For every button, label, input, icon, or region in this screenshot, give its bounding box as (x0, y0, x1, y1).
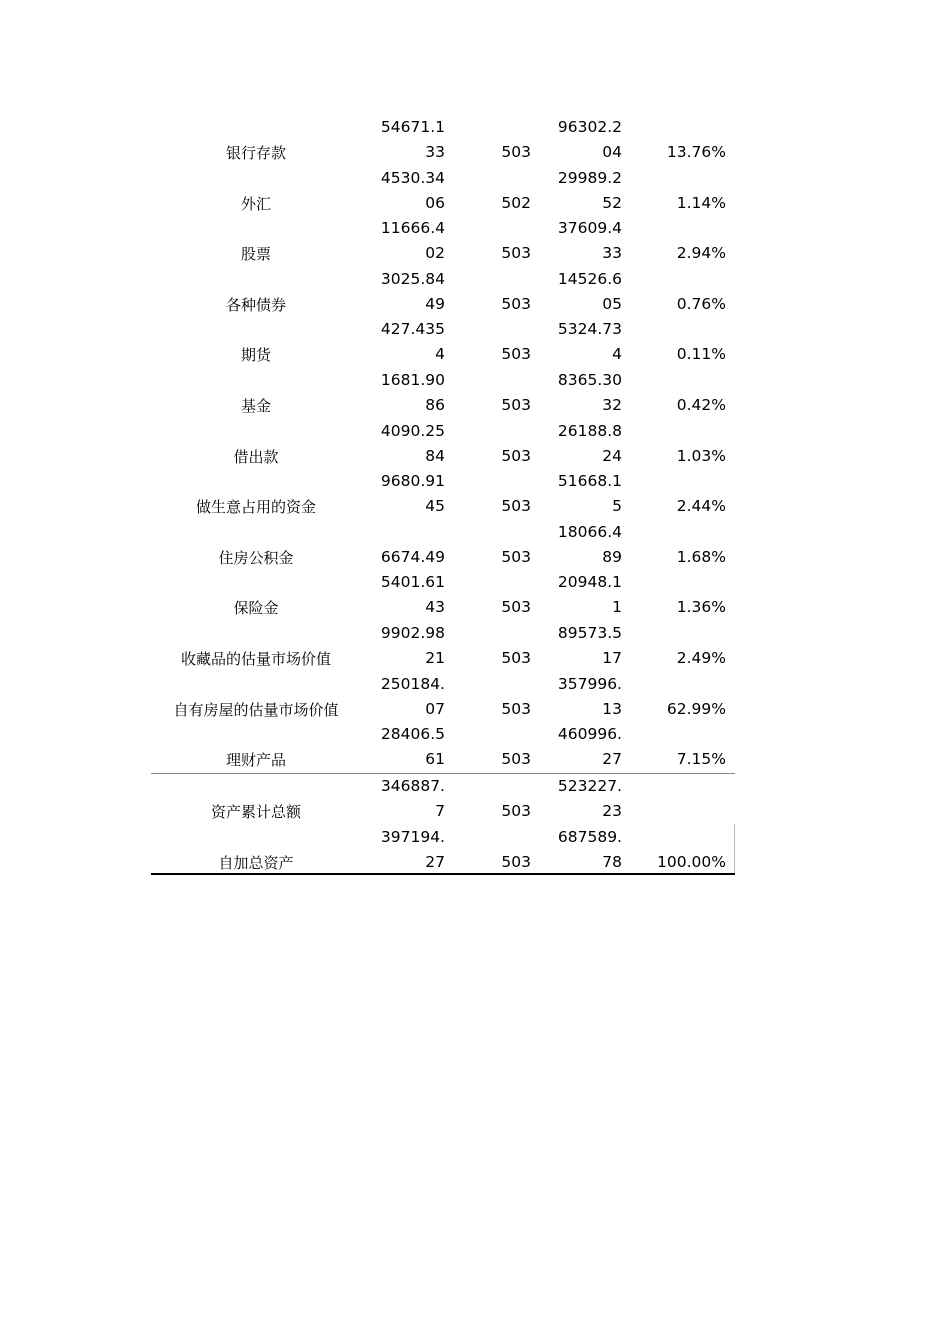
mean-value-line2: 02 (425, 244, 445, 263)
std-dev-value (539, 825, 622, 876)
std-dev-value (539, 774, 622, 825)
row-label: 做生意占用的资金 (195, 498, 316, 517)
table-row (151, 368, 735, 419)
table-row (151, 722, 735, 773)
sample-size: 503 (501, 547, 531, 566)
mean-value-line1: 3025.84 (380, 269, 445, 288)
mean-value-line2: 49 (425, 294, 445, 313)
std-dev-line1: 37609.4 (557, 219, 622, 238)
mean-value-line2: 45 (425, 497, 445, 516)
sample-size: 503 (501, 802, 531, 820)
table-row (151, 570, 735, 621)
std-dev-line2: 1 (612, 598, 622, 617)
mean-value-line1: 28406.5 (380, 725, 445, 744)
std-dev-value (539, 216, 622, 267)
sample-size: 503 (501, 750, 531, 769)
std-dev-line2: 4 (612, 345, 622, 364)
sample-size: 503 (501, 143, 531, 161)
share-percent (631, 774, 726, 825)
sample-size: 503 (501, 345, 531, 364)
std-dev-value (539, 722, 622, 773)
table-body (151, 115, 735, 773)
table-bottom-rule (151, 873, 735, 875)
row-label: 各种债券 (225, 295, 286, 314)
row-label: 股票 (240, 245, 271, 264)
row-label: 银行存款 (225, 144, 286, 162)
share-percent: 1.14% (676, 193, 726, 212)
mean-value (361, 317, 445, 368)
std-dev-line1: 5324.73 (557, 320, 622, 339)
share-percent: 13.76% (666, 143, 726, 161)
mean-value-line2: 4 (435, 345, 445, 364)
mean-value (361, 774, 445, 825)
std-dev-value (539, 419, 622, 470)
std-dev-value (539, 570, 622, 621)
std-dev-line1: 20948.1 (557, 573, 622, 592)
share-percent: 1.68% (676, 547, 726, 566)
std-dev-line2: 52 (602, 193, 622, 212)
row-label: 基金 (240, 396, 271, 415)
std-dev-line1: 26188.8 (557, 421, 622, 440)
mean-value (361, 825, 445, 876)
mean-value (361, 216, 445, 267)
mean-value (361, 570, 445, 621)
std-dev-line1: 687589. (557, 827, 622, 846)
row-label: 理财产品 (225, 751, 286, 770)
sample-size: 503 (501, 598, 531, 617)
std-dev-value (539, 672, 622, 723)
table-row (151, 469, 735, 520)
std-dev-line2: 27 (602, 750, 622, 769)
mean-value-line1: 397194. (380, 827, 445, 846)
share-percent: 2.94% (676, 244, 726, 263)
std-dev-line1: 18066.4 (557, 522, 622, 541)
mean-value-line2: 61 (425, 750, 445, 769)
mean-value (361, 267, 445, 318)
mean-value (361, 722, 445, 773)
mean-value (361, 672, 445, 723)
table-row (151, 774, 735, 825)
table-row (151, 166, 735, 217)
row-label: 外汇 (240, 194, 271, 213)
std-dev-line2: 05 (602, 294, 622, 313)
mean-value (361, 469, 445, 520)
mean-value-line2: 86 (425, 395, 445, 414)
mean-value (361, 419, 445, 470)
sample-size: 503 (501, 852, 531, 871)
std-dev-line2: 13 (602, 699, 622, 718)
sample-size: 503 (501, 446, 531, 465)
table-row (151, 672, 735, 723)
std-dev-line2: 24 (602, 446, 622, 465)
share-percent: 1.03% (676, 446, 726, 465)
mean-value-line1: 4530.34 (380, 168, 445, 187)
sample-size: 502 (501, 193, 531, 212)
mean-value (361, 621, 445, 672)
row-label: 住房公积金 (218, 548, 294, 567)
table-row (151, 267, 735, 318)
mean-value-line2: 27 (425, 852, 445, 871)
table-row (151, 520, 735, 571)
mean-value (361, 115, 445, 166)
std-dev-line2: 89 (602, 547, 622, 566)
row-label: 期货 (240, 346, 271, 365)
sample-size: 503 (501, 648, 531, 667)
mean-value-line1: 346887. (380, 777, 445, 795)
std-dev-value (539, 469, 622, 520)
std-dev-line1: 89573.5 (557, 623, 622, 642)
row-label: 自有房屋的估量市场价值 (173, 700, 339, 719)
share-percent: 0.76% (676, 294, 726, 313)
share-percent: 1.36% (676, 598, 726, 617)
table-totals (151, 774, 735, 875)
sample-size: 503 (501, 244, 531, 263)
row-label: 保险金 (233, 599, 279, 618)
mean-value (361, 520, 445, 571)
mean-value-line1: 11666.4 (380, 219, 445, 238)
mean-value-line1: 250184. (380, 674, 445, 693)
mean-value-line2: 06 (425, 193, 445, 212)
std-dev-value (539, 520, 622, 571)
std-dev-line2: 32 (602, 395, 622, 414)
mean-value-line2: 33 (425, 143, 445, 161)
mean-value-line1: 1681.90 (380, 370, 445, 389)
share-percent: 7.15% (676, 750, 726, 769)
mean-value-line1: 9902.98 (380, 623, 445, 642)
mean-value-line2: 7 (435, 802, 445, 820)
std-dev-line1: 357996. (557, 674, 622, 693)
std-dev-line1: 14526.6 (557, 269, 622, 288)
std-dev-line2: 5 (612, 497, 622, 516)
mean-value-line1 (361, 520, 445, 545)
mean-value-line1: 4090.25 (380, 421, 445, 440)
table-row (151, 115, 735, 166)
share-percent: 2.49% (676, 648, 726, 667)
std-dev-line2: 17 (602, 648, 622, 667)
table-row (151, 621, 735, 672)
row-label: 借出款 (233, 447, 279, 466)
row-label: 自加总资产 (218, 853, 294, 872)
mean-value-line2: 84 (425, 446, 445, 465)
mean-value-line2: 21 (425, 648, 445, 667)
sample-size: 503 (501, 294, 531, 313)
sample-size: 503 (501, 395, 531, 414)
table-row (151, 419, 735, 470)
right-border (734, 824, 735, 873)
row-label: 收藏品的估量市场价值 (180, 649, 331, 668)
mean-value-line1: 5401.61 (380, 573, 445, 592)
std-dev-line1: 96302.2 (557, 118, 622, 136)
sample-size: 503 (501, 497, 531, 516)
std-dev-line1: 8365.30 (557, 370, 622, 389)
mean-value-line2: 6674.49 (380, 547, 445, 566)
share-percent: 100.00% (657, 852, 726, 871)
mean-value-line2: 43 (425, 598, 445, 617)
std-dev-value (539, 317, 622, 368)
std-dev-line1: 51668.1 (557, 472, 622, 491)
row-label: 资产累计总额 (210, 803, 301, 821)
std-dev-value (539, 115, 622, 166)
share-percent: 2.44% (676, 497, 726, 516)
std-dev-value (539, 368, 622, 419)
std-dev-line2: 23 (602, 802, 622, 820)
std-dev-line1: 523227. (557, 777, 622, 795)
table-row (151, 317, 735, 368)
std-dev-value (539, 166, 622, 217)
share-percent: 0.11% (676, 345, 726, 364)
table-row (151, 216, 735, 267)
std-dev-line2: 04 (602, 143, 622, 161)
mean-value (361, 368, 445, 419)
share-percent: 62.99% (666, 699, 726, 718)
std-dev-line1: 29989.2 (557, 168, 622, 187)
sample-size: 503 (501, 699, 531, 718)
std-dev-line1: 460996. (557, 725, 622, 744)
mean-value-line2: 07 (425, 699, 445, 718)
std-dev-line2: 78 (602, 852, 622, 871)
mean-value-line1: 54671.1 (380, 118, 445, 136)
table-row (151, 825, 735, 876)
asset-statistics-table (151, 115, 735, 872)
mean-value-line1: 9680.91 (380, 472, 445, 491)
share-percent: 0.42% (676, 395, 726, 414)
std-dev-value (539, 621, 622, 672)
mean-value-line1: 427.435 (380, 320, 445, 339)
std-dev-line2: 33 (602, 244, 622, 263)
std-dev-value (539, 267, 622, 318)
mean-value (361, 166, 445, 217)
